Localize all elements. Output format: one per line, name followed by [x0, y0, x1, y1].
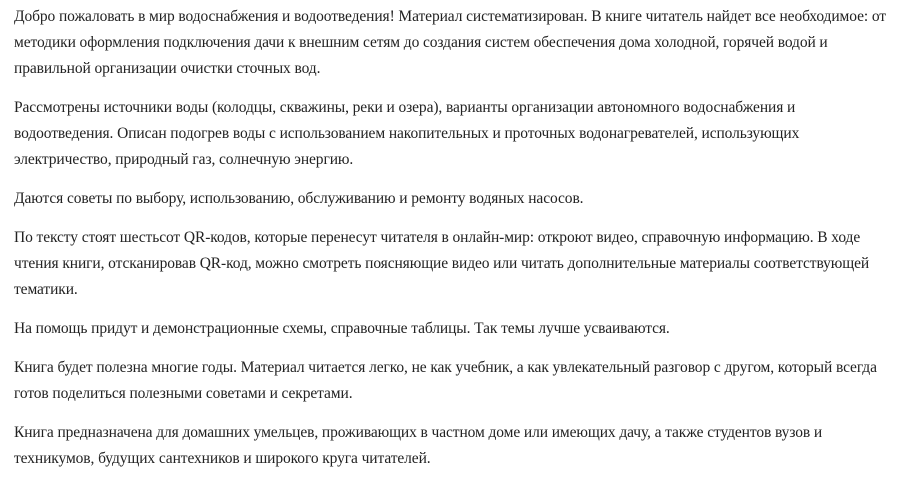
paragraph-audience: Книга предназначена для домашних умельцев, проживающих в частном доме или имеющих дачу, а также студентов вузов и техникумов, будущих сантехников и широкого круга читателей. [14, 424, 823, 467]
paragraph-schemes: На помощь придут и демонстрационные схемы, справочные таблицы. Так темы лучше усваиваются. [14, 320, 670, 337]
paragraph-usefulness: Книга будет полезна многие годы. Материал читается легко, не как учебник, а как увлекательный разговор с другом, который всегда готов поделиться полезными советами и секретами. [14, 359, 877, 402]
paragraph-qr-codes: По тексту стоят шестьсот QR-кодов, которые перенесут читателя в онлайн-мир: откроют видео, справочную информацию. В ходе чтения книги, отсканировав QR-код, можно смотреть поясняющие видео или читать дополнительные материалы соответствующей тематики. [14, 229, 870, 298]
paragraph-water-sources: Рассмотрены источники воды (колодцы, скважины, реки и озера), варианты организации автономного водоснабжения и водоотведения. Описан подогрев воды с использованием накопительных и проточных водонагревателей, использующих электричество, природный газ, солнечную энергию. [14, 99, 800, 168]
paragraph-welcome: Добро пожаловать в мир водоснабжения и водоотведения! Материал систематизирован. В книге читатель найдет все необходимое: от методики оформления подключения дачи к внешним сетям до создания систем обеспечения дома холодной, горячей водой и правильной организации очистки сточных вод. [14, 8, 886, 77]
paragraph-pumps: Даются советы по выбору, использованию, обслуживанию и ремонту водяных насосов. [14, 190, 584, 207]
